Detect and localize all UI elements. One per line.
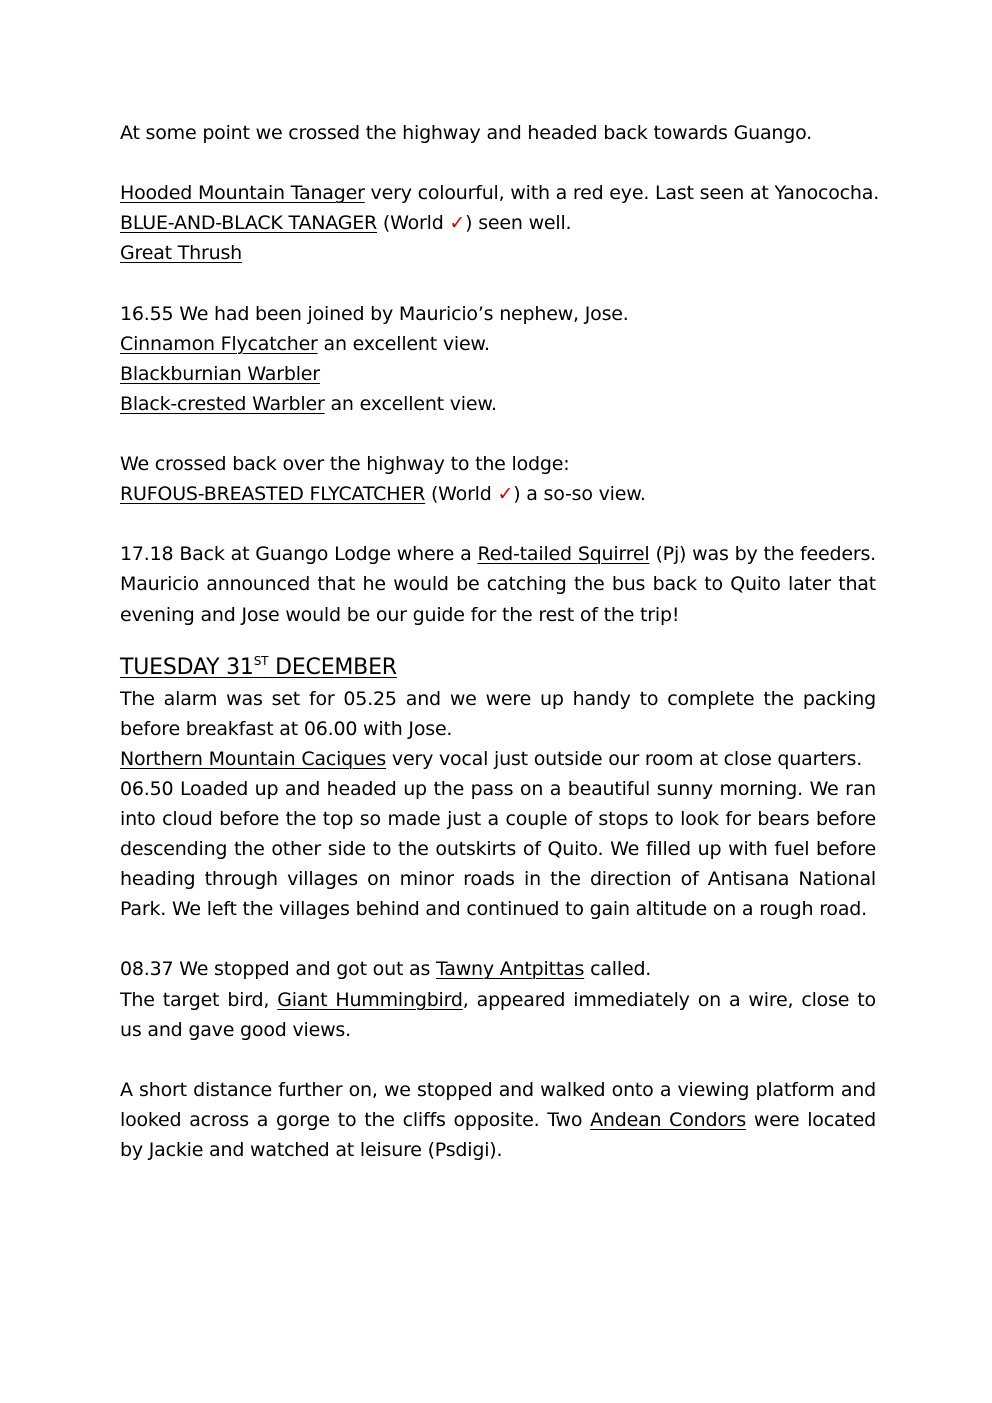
paragraph-condors	[120, 1075, 876, 1165]
species-name: RUFOUS-BREASTED FLYCATCHER	[120, 483, 426, 506]
paragraph-highway-crossing	[120, 118, 876, 148]
paragraph-antpittas-hummingbird	[120, 954, 876, 1044]
text-run: The target bird,	[120, 988, 278, 1011]
document-page	[120, 118, 880, 1165]
text-line: We crossed back over the highway to the lodge:	[120, 453, 570, 476]
species-note: ) seen well.	[465, 212, 572, 235]
heading-text: TUESDAY 31	[120, 654, 254, 680]
species-name: Northern Mountain Caciques	[120, 747, 387, 770]
species-name: Red-tailed Squirrel	[477, 543, 650, 566]
checkmark-icon: ✓	[449, 212, 466, 235]
paragraph-guango-lodge	[120, 539, 876, 629]
species-name: Blackburnian Warbler	[120, 362, 320, 385]
text-line	[120, 329, 876, 359]
text-run: were located by Jackie and watched at leisure (Psdigi).	[120, 1108, 877, 1161]
heading-ordinal: ST	[253, 653, 269, 668]
species-name: Tawny Antpittas	[436, 958, 585, 981]
species-name: Black-crested Warbler	[120, 392, 325, 415]
text-line	[120, 389, 876, 419]
paragraph-departure	[120, 684, 876, 925]
day-heading	[120, 652, 876, 684]
species-note: (World	[425, 483, 498, 506]
text-run: (Pj) was by the feeders. Mauricio announced that he would be catching the bus back to Quito later that evening and Jose would be our guide for the rest of the trip!	[120, 543, 876, 626]
text-line	[120, 208, 876, 238]
text-line: At some point we crossed the highway and headed back towards Guango.	[120, 122, 813, 144]
species-note: ) a so-so view.	[513, 483, 646, 506]
text-run: 17.18 Back at Guango Lodge where a	[120, 543, 478, 566]
paragraph-tanagers	[120, 178, 880, 268]
species-note: an excellent view.	[317, 332, 490, 355]
text-line	[120, 178, 880, 208]
heading-text: DECEMBER	[268, 654, 397, 680]
text-line: 16.55 We had been joined by Mauricio’s nephew, Jose.	[120, 302, 629, 325]
text-run: 08.37 We stopped and got out as	[120, 958, 437, 981]
text-line	[120, 238, 876, 268]
species-name: Giant Hummingbird	[277, 988, 463, 1011]
species-note: (World	[377, 212, 450, 235]
species-note: very colourful, with a red eye. Last seen at Yanococha.	[364, 182, 880, 205]
species-name: Hooded Mountain Tanager	[120, 182, 365, 205]
text-run: very vocal just outside our room at close quarters.	[386, 747, 863, 770]
text-run: , appeared immediately on a wire, close to us and gave good views.	[120, 988, 876, 1041]
species-name: Great Thrush	[120, 242, 242, 265]
text-line	[120, 479, 876, 509]
text-line	[120, 359, 876, 389]
species-name: Cinnamon Flycatcher	[120, 332, 318, 355]
paragraph-flycatchers-warblers	[120, 299, 876, 419]
paragraph-back-to-lodge	[120, 449, 876, 509]
species-name: Andean Condors	[590, 1108, 747, 1131]
species-name: BLUE-AND-BLACK TANAGER	[120, 212, 378, 235]
text-run: called.	[584, 958, 652, 981]
checkmark-icon: ✓	[497, 483, 514, 506]
text-run: A short distance further on, we stopped and walked onto a viewing platform and looked across a gorge to the cliffs opposite. Two	[120, 1078, 876, 1131]
text-run: The alarm was set for 05.25 and we were up handy to complete the packing before breakfast at 06.00 with Jose.	[120, 687, 876, 740]
text-run: 06.50 Loaded up and headed up the pass on a beautiful sunny morning. We ran into cloud before the top so made just a couple of stops to look for bears before descending the other side to the outskirts of Quito. We filled up with fuel before heading through villages on minor roads in the direction of Antisana National Park. We left the villages behind and continued to gain altitude on a rough road.	[120, 777, 876, 921]
species-note: an excellent view.	[324, 392, 497, 415]
